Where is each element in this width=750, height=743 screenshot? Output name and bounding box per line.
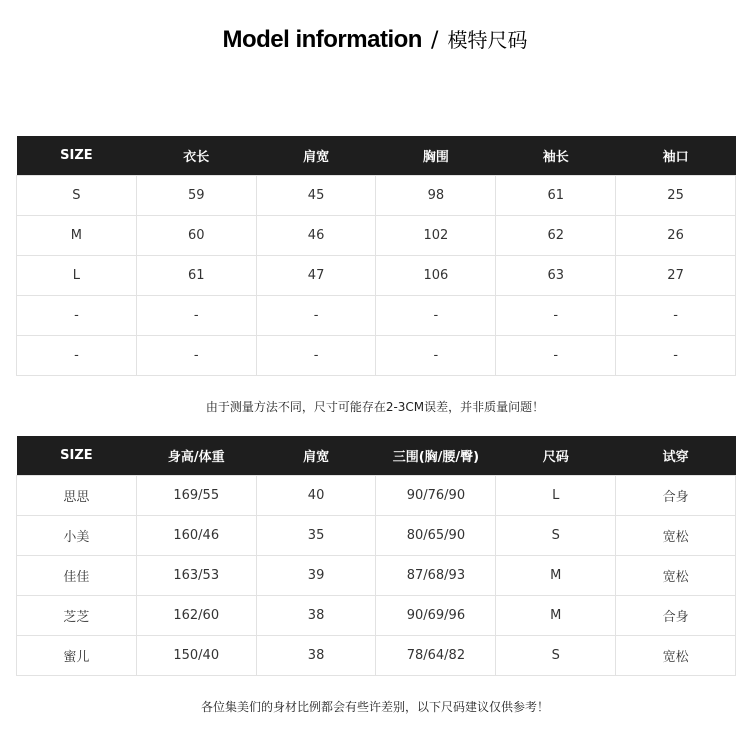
table-cell: 合身 xyxy=(616,596,736,636)
table-cell: 150/40 xyxy=(136,636,256,676)
table-cell: M xyxy=(496,556,616,596)
table-cell: 90/76/90 xyxy=(376,476,496,516)
title-chinese: 模特尺码 xyxy=(447,28,528,52)
table-cell: 80/65/90 xyxy=(376,516,496,556)
table-row xyxy=(17,556,736,596)
table-cell: M xyxy=(496,596,616,636)
model-table xyxy=(16,436,736,676)
table-cell: - xyxy=(256,336,376,376)
table-cell: 47 xyxy=(256,256,376,296)
table-cell: - xyxy=(376,296,496,336)
table-cell: - xyxy=(616,296,736,336)
table-row xyxy=(17,176,736,216)
table-cell: S xyxy=(17,176,137,216)
table-cell: 90/69/96 xyxy=(376,596,496,636)
header-cell: 衣长 xyxy=(136,136,256,176)
table-row xyxy=(17,256,736,296)
table-cell: - xyxy=(17,296,137,336)
table-cell: 佳佳 xyxy=(17,556,137,596)
header-cell: 身高/体重 xyxy=(136,436,256,476)
table-cell: - xyxy=(616,336,736,376)
table-cell: 162/60 xyxy=(136,596,256,636)
table-cell: 宽松 xyxy=(616,556,736,596)
table-cell: 26 xyxy=(616,216,736,256)
table-cell: L xyxy=(17,256,137,296)
table-cell: 25 xyxy=(616,176,736,216)
table-row xyxy=(17,516,736,556)
measurement-note: 由于测量方法不同，尺寸可能存在2-3CM误差，并非质量问题！ xyxy=(205,400,545,414)
size-advice-note: 各位集美们的身材比例都会有些许差别，以下尺码建议仅供参考！ xyxy=(200,700,549,714)
table-cell: 宽松 xyxy=(616,636,736,676)
table-cell: 98 xyxy=(376,176,496,216)
table-cell: M xyxy=(17,216,137,256)
table-cell: 62 xyxy=(496,216,616,256)
header-cell: SIZE xyxy=(17,436,137,476)
table-cell: 小美 xyxy=(17,516,137,556)
table-cell: - xyxy=(256,296,376,336)
table-cell: 蜜儿 xyxy=(17,636,137,676)
header-cell: 试穿 xyxy=(616,436,736,476)
table-cell: 38 xyxy=(256,636,376,676)
table-cell: - xyxy=(136,296,256,336)
header-cell: SIZE xyxy=(17,136,137,176)
table-cell: 102 xyxy=(376,216,496,256)
table-cell: 45 xyxy=(256,176,376,216)
table-cell: 60 xyxy=(136,216,256,256)
table-cell: 87/68/93 xyxy=(376,556,496,596)
table-cell: S xyxy=(496,636,616,676)
header-cell: 袖长 xyxy=(496,136,616,176)
table-cell: - xyxy=(496,336,616,376)
table-cell: - xyxy=(136,336,256,376)
size-table-header-row xyxy=(17,136,736,176)
page-title xyxy=(0,24,750,58)
table-row xyxy=(17,596,736,636)
header-cell: 袖口 xyxy=(616,136,736,176)
table-cell: 芝芝 xyxy=(17,596,137,636)
table-cell: 160/46 xyxy=(136,516,256,556)
header-cell: 尺码 xyxy=(496,436,616,476)
table-cell: 39 xyxy=(256,556,376,596)
table-cell: 63 xyxy=(496,256,616,296)
table-row xyxy=(17,216,736,256)
header-cell: 肩宽 xyxy=(256,436,376,476)
title-english: Model information xyxy=(222,26,422,53)
table-cell: 合身 xyxy=(616,476,736,516)
table-cell: 163/53 xyxy=(136,556,256,596)
table-cell: 169/55 xyxy=(136,476,256,516)
table-cell: 40 xyxy=(256,476,376,516)
title-separator: / xyxy=(431,28,439,53)
table-cell: L xyxy=(496,476,616,516)
table-cell: 38 xyxy=(256,596,376,636)
size-table xyxy=(16,136,736,376)
model-table-header-row xyxy=(17,436,736,476)
table-cell: 思思 xyxy=(17,476,137,516)
header-cell: 肩宽 xyxy=(256,136,376,176)
table-cell: 35 xyxy=(256,516,376,556)
table-row xyxy=(17,336,736,376)
header-cell: 三围(胸/腰/臀) xyxy=(376,436,496,476)
table-cell: - xyxy=(376,336,496,376)
table-cell: 宽松 xyxy=(616,516,736,556)
table-cell: 27 xyxy=(616,256,736,296)
table-cell: 59 xyxy=(136,176,256,216)
table-cell: 61 xyxy=(496,176,616,216)
table-row xyxy=(17,296,736,336)
table-cell: 78/64/82 xyxy=(376,636,496,676)
table-cell: 106 xyxy=(376,256,496,296)
table-row xyxy=(17,636,736,676)
table-cell: - xyxy=(496,296,616,336)
table-row xyxy=(17,476,736,516)
table-cell: - xyxy=(17,336,137,376)
table-cell: 46 xyxy=(256,216,376,256)
header-cell: 胸围 xyxy=(376,136,496,176)
table-cell: S xyxy=(496,516,616,556)
table-cell: 61 xyxy=(136,256,256,296)
